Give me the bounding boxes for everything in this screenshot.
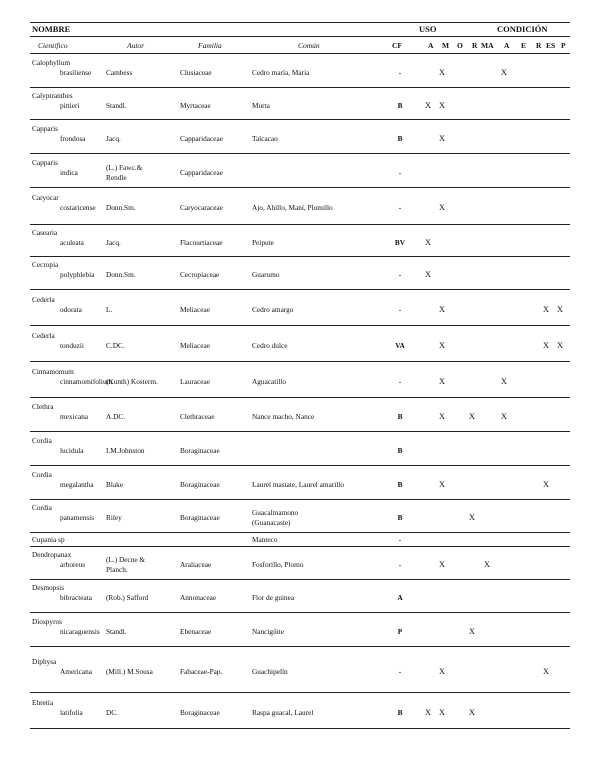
scientific-name [32,535,65,545]
author: Donn.Sm. [106,270,136,279]
x-mark: X [439,667,445,676]
species-epithet: lucidula [60,446,84,455]
family: Cecropiaceae [180,270,220,279]
common-name: Murta [252,101,270,110]
cf-value: BV [394,238,406,247]
author: L. [106,305,113,314]
x-mark: X [543,667,549,676]
x-mark: X [543,305,549,314]
x-mark: X [439,377,445,386]
x-mark: X [425,238,431,247]
species-epithet: brasiliense [60,68,92,77]
common-name: Cedro dulce [252,341,288,350]
x-mark: X [543,341,549,350]
species-epithet: arboreus [60,560,86,569]
family: Meliaceae [180,305,210,314]
cf-value: - [398,305,402,314]
x-mark: X [469,708,475,717]
x-mark: X [439,305,445,314]
cf-value: B [397,101,403,110]
scientific-name [32,583,92,603]
cf-value: - [398,560,402,569]
species-epithet: mexicana [60,412,88,421]
x-mark: X [439,708,445,717]
family: Clusiaceae [180,68,212,77]
header-uso-col: A [428,41,434,50]
x-mark: X [469,627,475,636]
common-name: Peipute [252,238,274,247]
scientific-name [32,193,96,213]
author-line: (L.) Decne & [106,555,146,564]
family: Meliaceae [180,341,210,350]
author [106,163,142,183]
x-mark: X [439,480,445,489]
genus: Calophyllum [32,58,71,67]
x-mark: X [425,708,431,717]
author [106,555,145,575]
table-row [30,257,570,290]
table-row [30,432,570,466]
scientific-name [32,402,88,422]
family: Annonaceae [180,593,217,602]
table-row [30,547,570,580]
author: I.M.Johnston [106,446,145,455]
author: DC. [106,708,118,717]
header-cf: CF [392,41,402,50]
common-name: Talcacao [252,134,278,143]
common-name [252,508,298,528]
family: Caryocaraceae [180,203,223,212]
genus: Cordia [32,470,52,479]
author: C.DC. [106,341,125,350]
scientific-name [32,331,84,351]
scientific-name [32,260,94,280]
cf-value: - [398,203,402,212]
scientific-name [32,436,84,456]
header-uso-col: O [457,41,463,50]
common-name: Flor de guinea [252,593,295,602]
common-name: Manteco [252,535,278,544]
x-mark: X [557,341,563,350]
scientific-name [32,503,94,523]
species-epithet: panamensis [60,513,95,522]
table-body [30,54,570,729]
x-mark: X [501,68,507,77]
genus: Cupania sp [32,535,65,544]
cf-value: - [398,377,402,386]
author: Cambess [106,68,133,77]
genus: Cordia [32,503,52,512]
scientific-name [32,657,92,677]
genus: Casearia [32,228,58,237]
species-epithet: indica [60,168,78,177]
x-mark: X [439,101,445,110]
table-row [30,398,570,432]
cf-value: B [397,708,403,717]
family: Fabaceae-Pap. [180,667,223,676]
genus: Desmopsis [32,583,65,592]
cf-value: - [398,535,402,544]
x-mark: X [501,377,507,386]
species-epithet: megalantha [60,480,94,489]
table-row [30,362,570,398]
author: Standl. [106,101,127,110]
species-epithet: cinnamomifolium [60,377,113,386]
table-row [30,225,570,257]
family: Lauraceae [180,377,210,386]
x-mark: X [439,134,445,143]
table-row [30,580,570,613]
common-name: Cedro amargo [252,305,294,314]
header-cond-col: R [536,41,542,50]
scientific-name [32,698,83,718]
common-name: Raspa guacal, Laurel [252,708,314,717]
author-line: Rendle [106,173,127,182]
x-mark: X [543,480,549,489]
species-epithet: bibracteata [60,593,93,602]
header-uso-col: R [472,41,478,50]
header-cond-col: P [561,41,566,50]
header-cientifico: Científico [38,41,68,50]
species-epithet: odorata [60,305,82,314]
author: Donn.Sm. [106,203,136,212]
header-uso: USO [419,24,437,34]
x-mark: X [439,68,445,77]
family: Clethraceae [180,412,215,421]
table-row [30,466,570,500]
common-name: Aguacatillo [252,377,287,386]
header-cond-col: ES [546,41,556,50]
scientific-name [32,367,112,387]
family: Capparidaceae [180,168,223,177]
species-table [30,22,570,729]
x-mark: X [484,560,490,569]
common-name: Guachipelín [252,667,288,676]
genus: Capparis [32,124,58,133]
family: Boraginaceae [180,446,220,455]
cf-value: - [398,168,402,177]
cf-value: P [397,627,403,636]
header-uso-col: MA [481,41,494,50]
scientific-name [32,158,78,178]
common-name: Fosforillo, Plomo [252,560,304,569]
genus: Calyptranthes [32,91,73,100]
x-mark: X [439,341,445,350]
common-name: Nance macho, Nance [252,412,315,421]
species-epithet: Americana [60,667,93,676]
table-row [30,188,570,225]
scientific-name [32,470,94,490]
table-row [30,290,570,326]
common-name: Nancigüite [252,627,285,636]
scientific-name [32,228,84,248]
cf-value: B [397,446,403,455]
cf-value: A [397,593,403,602]
common-name: Cedro maría, María [252,68,310,77]
author: Standl. [106,627,127,636]
table-row [30,326,570,362]
species-epithet: nicaraguensis [60,627,100,636]
family: Boraginaceae [180,480,220,489]
author: A.DC. [106,412,126,421]
family: Capparidaceae [180,134,223,143]
x-mark: X [425,270,431,279]
header-cond-col: E [521,41,527,50]
common-name: Guarumo [252,270,280,279]
author: Riley [106,513,122,522]
author-line: (L.) Fawc.& [106,163,143,172]
author: Jacq. [106,134,121,143]
table-row [30,533,570,547]
species-epithet: aculeata [60,238,84,247]
x-mark: X [439,203,445,212]
x-mark: X [469,513,475,522]
author: Blake [106,480,124,489]
scientific-name [32,295,82,315]
x-mark: X [469,412,475,421]
scientific-name [32,58,91,78]
header-familia: Familia [198,41,222,50]
common-name: Laurel mastate, Laurel amarillo [252,480,344,489]
x-mark: X [439,412,445,421]
author-line: Planch. [106,565,128,574]
genus: Cederla [32,295,55,304]
table-row [30,120,570,154]
table-row [30,647,570,693]
family: Ebenaceae [180,627,212,636]
x-mark: X [501,412,507,421]
scientific-name [32,617,100,637]
author: (Rob.) Safford [106,593,149,602]
family: Myrtaceae [180,101,211,110]
species-epithet: polyphlebia [60,270,95,279]
header-comun: Común [298,41,320,50]
species-epithet: latifolia [60,708,83,717]
family: Flacourtiaceae [180,238,223,247]
genus: Diphysa [32,657,57,666]
x-mark: X [425,101,431,110]
table-header-group [30,22,570,37]
genus: Clethra [32,402,54,411]
x-mark: X [439,560,445,569]
cf-value: B [397,480,403,489]
scientific-name [32,91,79,111]
table-row [30,693,570,729]
cf-value: B [397,134,403,143]
cf-value: - [398,68,402,77]
table-row [30,54,570,88]
common-name-line: (Guanacaste) [252,518,291,527]
genus: Cinnamomum [32,367,74,376]
species-epithet: tonduzii [60,341,84,350]
author: (Kunth) Kosterm. [106,377,158,386]
cf-value: VA [395,341,405,350]
author: Jacq. [106,238,121,247]
genus: Cecropia [32,260,59,269]
cf-value: - [398,270,402,279]
scientific-name [32,550,85,570]
header-uso-col: M [442,41,450,50]
cf-value: - [398,667,402,676]
author: (Mill.) M.Sousa [106,667,153,676]
species-epithet: costaricense [60,203,96,212]
common-name-line: Guacalmamono [252,508,299,517]
species-epithet: pittieri [60,101,80,110]
genus: Dendropanax [32,550,72,559]
genus: Ehretia [32,698,54,707]
genus: Cordia [32,436,52,445]
table-header-columns [30,37,570,54]
header-cond-col: A [504,41,510,50]
cf-value: B [397,513,403,522]
genus: Diospyros [32,617,62,626]
species-epithet: frondosa [60,134,86,143]
table-row [30,500,570,533]
genus: Caryocar [32,193,59,202]
genus: Cederla [32,331,55,340]
x-mark: X [557,305,563,314]
common-name: Ajo, Ahillo, Maní, Plomillo [252,203,333,212]
cf-value: B [397,412,403,421]
genus: Capparis [32,158,58,167]
header-nombre: NOMBRE [32,24,71,34]
header-autor: Autor [127,41,145,50]
family: Boraginaceae [180,513,220,522]
family: Araliaceae [180,560,212,569]
table-row [30,154,570,188]
header-condicion: CONDICIÓN [497,24,548,34]
family: Boraginaceae [180,708,220,717]
table-row [30,613,570,647]
table-row [30,88,570,120]
scientific-name [32,124,86,144]
